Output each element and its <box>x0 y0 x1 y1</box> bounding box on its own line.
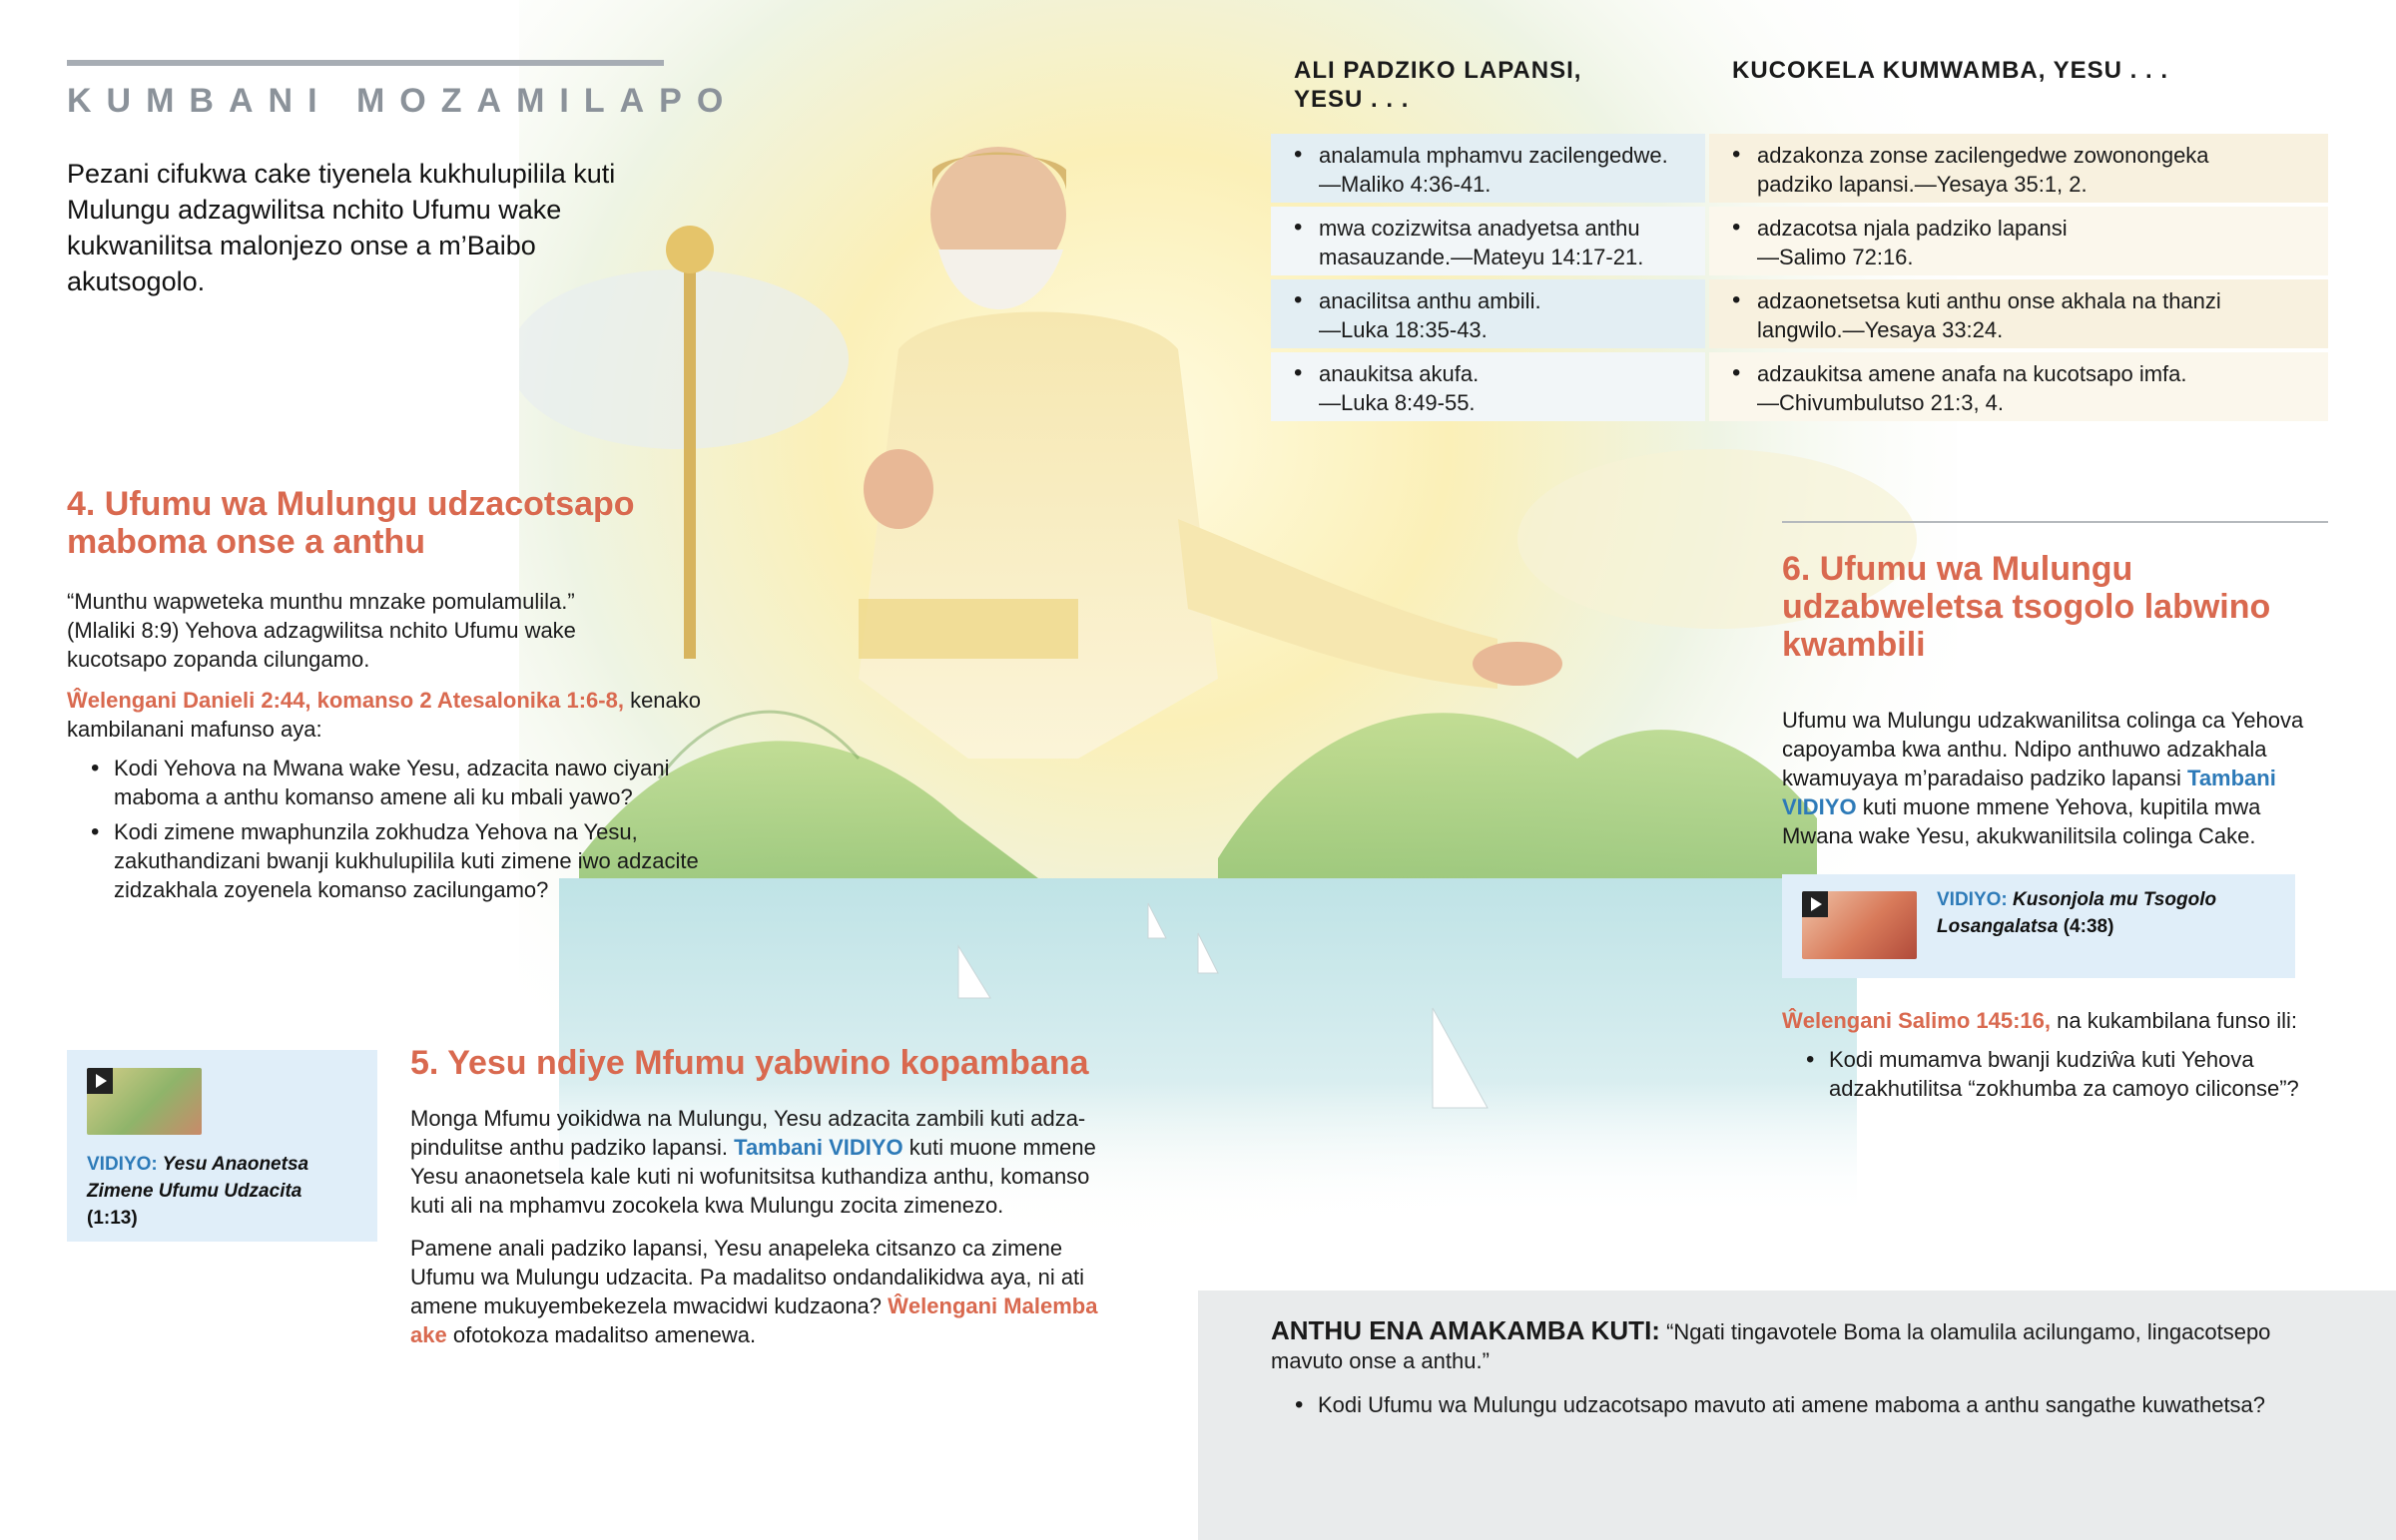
section-5-paragraph-2: Pamene anali padziko lapansi, Yesu anapeleka citsanzo ca zimene Ufumu wa Mulungu udzacita. Pa madalitso ondandalikidwa aya, ni ati amene mukuyembekezela mwacidwi kudzaona? Ŵelengani Malemba ake ofotokoza madalitso amenewa. <box>410 1236 1098 1347</box>
table-cell: • adzakonza zonse zacilengedwe zowonongeka padziko lapansi.—Yesaya 35:1, 2. <box>1709 134 2328 203</box>
video-card-section-5[interactable] <box>67 1050 377 1242</box>
section-4-paragraph: “Munthu wapweteka munthu mnzake pomulamulila.” (Mlaliki 8:9) Yehova adzagwilitsa nchito Ufumu wake kucotsapo zopanda cilungamo. <box>67 589 576 672</box>
section-6 <box>1782 550 2341 850</box>
scripture-link[interactable]: Ŵelengani Danieli 2:44, komanso 2 Atesalonika 1:6-8, <box>67 688 624 713</box>
section-5-paragraph-1: Monga Mfumu yoikidwa na Mulungu, Yesu adzacita zambili kuti adza-pindulitse anthu padziko lapansi. Tambani VIDIYO kuti muone mmene Yesu anaonetsela kale kuti ni wofunitsitsa kuthandiza anthu, komanso kuti ali na mphamvu zocokela kwa Mulungu zocita zimenezo. <box>410 1106 1096 1218</box>
section-6-rule <box>1782 521 2328 523</box>
list-item: • Kodi zimene mwaphunzila zokhudza Yehova na Yesu, zakuthandizani bwanji kukhulupilila kuti zimene iwo adzacite zidzakhala zoyenela komanso zacilungamo? <box>67 817 706 904</box>
table-header-right: KUCOKELA KUMWAMBA, YESU . . . <box>1732 57 2169 84</box>
scripture-link[interactable]: Ŵelengani Malemba ake <box>410 1293 1098 1347</box>
section-6-heading: 6. Ufumu wa Mulungu udzabweletsa tsogolo labwino kwambili <box>1782 550 2271 664</box>
discussion-questions <box>1271 1390 2369 1425</box>
section-4-heading: 4. Ufumu wa Mulungu udzacotsapo maboma onse a anthu <box>67 485 635 561</box>
discussion-box <box>1198 1290 2396 1540</box>
watch-video-link[interactable]: Tambani VIDIYO <box>1782 766 2276 819</box>
section-5-heading: 5. Yesu ndiye Mfumu yabwino kopambana <box>410 1044 1089 1082</box>
video-thumbnail[interactable] <box>1802 891 1917 959</box>
intro-text: Pezani cifukwa cake tiyenela kukhulupilila kuti Mulungu adzagwilitsa nchito Ufumu wake kukwanilitsa malonjezo onse a m’Baibo akutsogolo. <box>67 159 616 296</box>
list-item: • Kodi Yehova na Mwana wake Yesu, adzacita nawo ciyani maboma a anthu komanso amene ali ku mbali yawo? <box>67 754 706 811</box>
table-header-left: ALI PADZIKO LAPANSI, YESU . . . <box>1294 57 1582 113</box>
video-card-section-6[interactable] <box>1782 874 2295 978</box>
section-5 <box>410 1044 1129 1349</box>
section-6-questions <box>1782 1045 2351 1103</box>
table-cell: • mwa cozizwitsa anadyetsa anthu masauzande.—Mateyu 14:17-21. <box>1271 207 1705 275</box>
list-item: • Kodi Ufumu wa Mulungu udzacotsapo mavuto ati amene maboma a anthu sangathe kuwathetsa? <box>1271 1390 2369 1419</box>
header-rule <box>67 60 664 66</box>
play-icon[interactable] <box>87 1068 113 1094</box>
section-4 <box>67 485 706 910</box>
section-6-paragraph: Ufumu wa Mulungu udzakwanilitsa colinga ca Yehova capoyamba kwa anthu. Ndipo anthuwo adzakhala kwamuyaya m’paradaiso padziko lapansi Tambani VIDIYO kuti muone mmene Yehova, kupitila mwa Mwana wake Yesu, akukwanilitsila colinga Cake. <box>1782 708 2304 848</box>
section-4-read: Ŵelengani Danieli 2:44, komanso 2 Atesalonika 1:6-8, kenako kambilanani mafunso aya: <box>67 688 702 742</box>
section-4-questions <box>67 754 706 904</box>
discussion-quote: ANTHU ENA AMAKAMBA KUTI: “Ngati tingavotele Boma la olamulila acilungamo, lingacotsepo mavuto onse a anthu.” <box>1271 1315 2271 1373</box>
video-caption: VIDIYO: Kusonjola mu Tsogolo Losangalatsa (4:38) <box>1937 889 2217 937</box>
table-cell: • adzaukitsa amene anafa na kucotsapo imfa. —Chivumbulutso 21:3, 4. <box>1709 352 2328 421</box>
list-item: • Kodi mumamva bwanji kudziŵa kuti Yehova adzakhutilitsa “zokhumba za camoyo ciliconse”? <box>1782 1045 2351 1103</box>
watch-video-link[interactable]: Tambani VIDIYO <box>734 1135 903 1160</box>
table-cell: • anacilitsa anthu ambili. —Luka 18:35-43. <box>1271 279 1705 348</box>
table-cell: • adzaonetsetsa kuti anthu onse akhala na thanzi langwilo.—Yesaya 33:24. <box>1709 279 2328 348</box>
section-kicker: KUMBANI MOZAMILAPO <box>67 82 739 120</box>
scripture-link[interactable]: Ŵelengani Salimo 145:16, <box>1782 1008 2051 1033</box>
video-thumbnail[interactable] <box>87 1068 202 1135</box>
play-icon[interactable] <box>1802 891 1828 917</box>
video-caption: VIDIYO: Yesu Anaonetsa Zimene Ufumu Udzacita (1:13) <box>87 1154 309 1229</box>
table-cell: • analamula mphamvu zacilengedwe. —Maliko 4:36-41. <box>1271 134 1705 203</box>
section-6-read: Ŵelengani Salimo 145:16, na kukambilana funso ili: • Kodi mumamva bwanji kudziŵa kuti Yehova adzakhutilitsa “zokhumba za camoyo ciliconse”? <box>1782 1006 2351 1109</box>
table-cell: • adzacotsa njala padziko lapansi —Salimo 72:16. <box>1709 207 2328 275</box>
table-cell: • anaukitsa akufa. —Luka 8:49-55. <box>1271 352 1705 421</box>
